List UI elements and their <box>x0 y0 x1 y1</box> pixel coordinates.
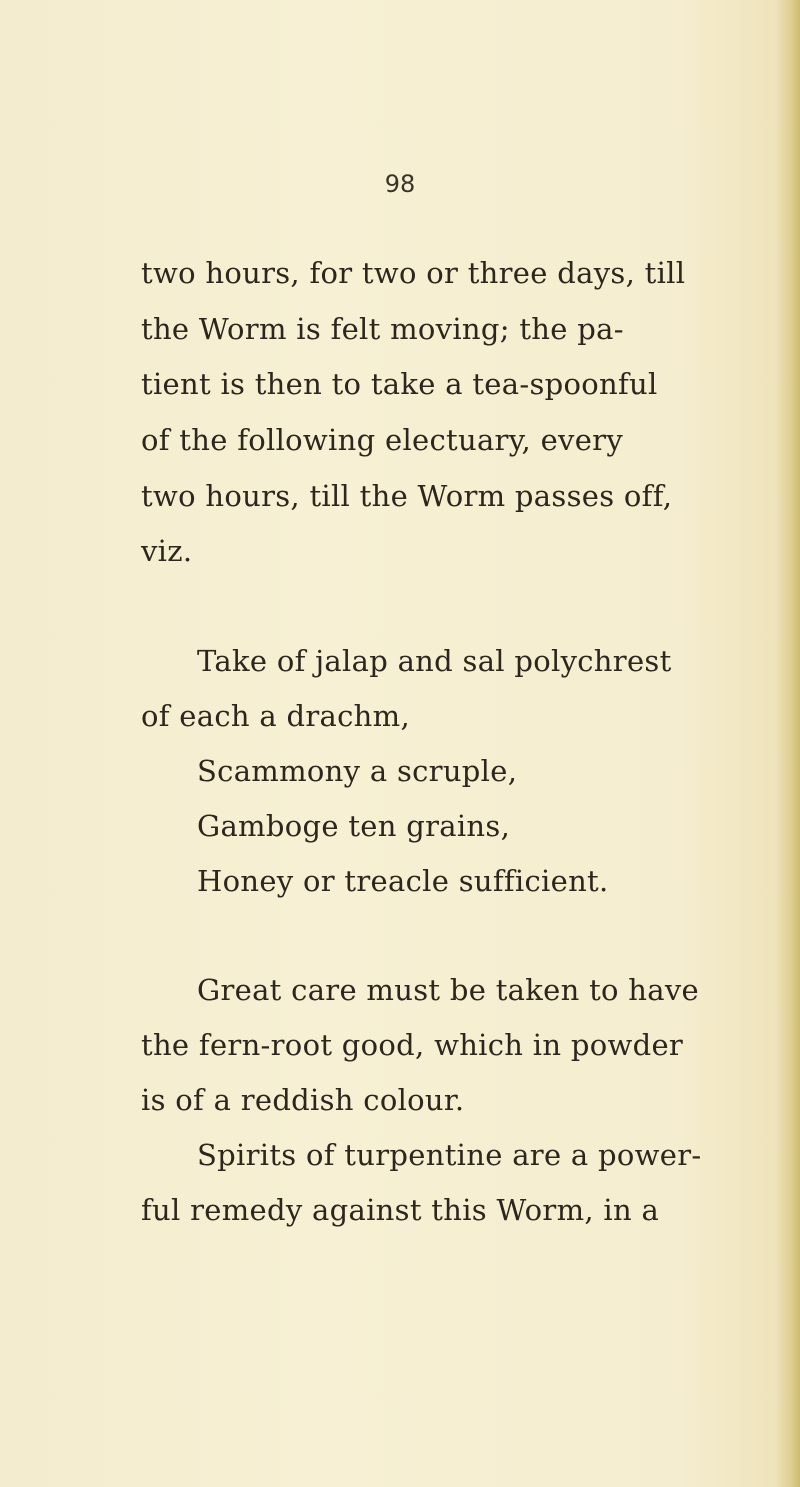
recipe-ingredient: Gamboge ten grains, <box>197 809 511 843</box>
text-line: two hours, for two or three days, till <box>141 256 686 290</box>
recipe-line: Take of jalap and sal polychrest <box>197 644 672 678</box>
text-line: the fern-root good, which in powder <box>141 1028 684 1062</box>
page-number: 98 <box>384 170 416 198</box>
text-line: the Worm is felt moving; the pa- <box>141 312 624 346</box>
text-line: two hours, till the Worm passes off, <box>141 479 673 513</box>
recipe-ingredient: Honey or treacle sufficient. <box>197 864 609 898</box>
recipe-line: of each a drachm, <box>141 699 410 733</box>
page-edge-shadow <box>776 0 800 1487</box>
text-line: is of a reddish colour. <box>141 1083 465 1117</box>
text-line: Spirits of turpentine are a power- <box>197 1138 702 1172</box>
text-line: ful remedy against this Worm, in a <box>141 1193 660 1227</box>
text-line: of the following electuary, every <box>141 423 624 457</box>
text-line: viz. <box>141 534 193 568</box>
text-line: tient is then to take a tea-spoonful <box>141 367 658 401</box>
recipe-ingredient: Scammony a scruple, <box>197 754 518 788</box>
text-line: Great care must be taken to have <box>197 973 700 1007</box>
